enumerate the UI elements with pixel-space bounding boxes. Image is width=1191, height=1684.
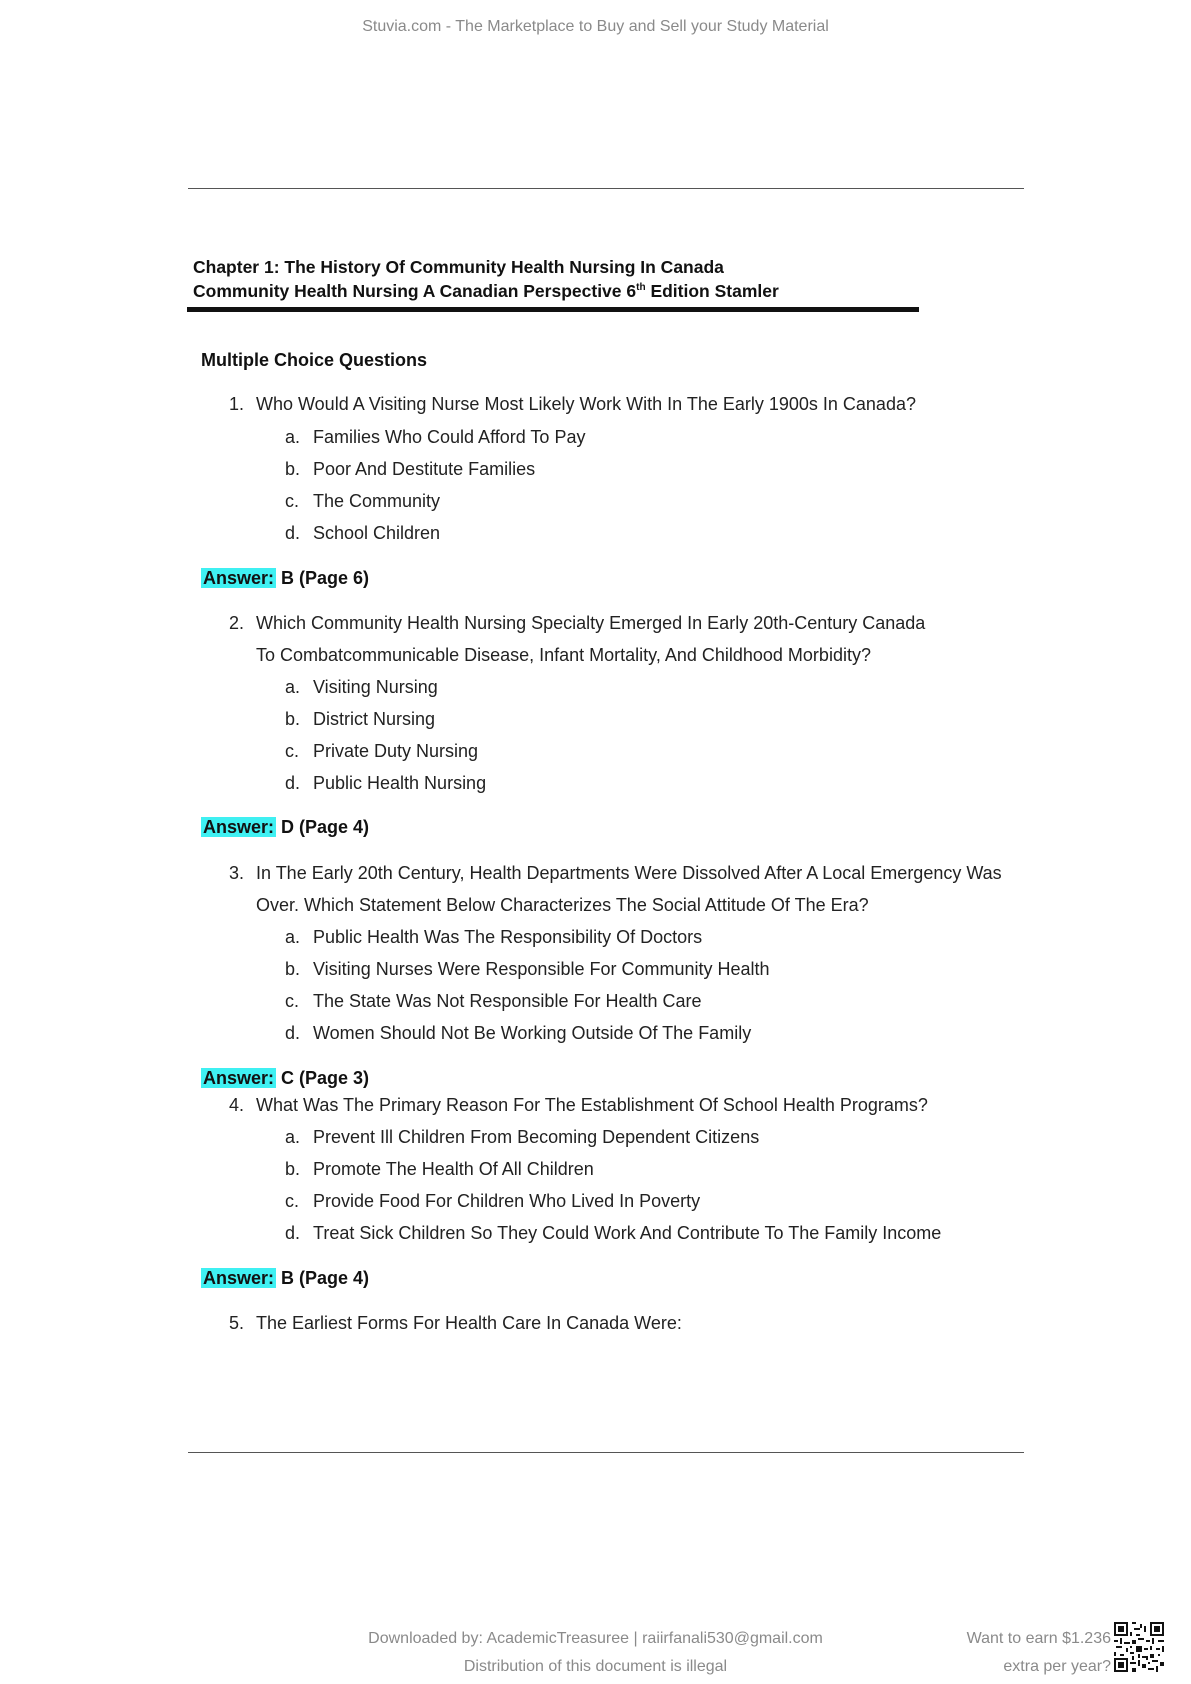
question-number: 4. [229,1095,245,1115]
option-letter: c. [285,1191,300,1211]
option-letter: c. [285,741,300,761]
answer-line [201,817,369,838]
option-text: Public Health Was The Responsibility Of Doctors [313,927,703,947]
question-number: 1. [229,394,245,414]
answer-value: B (Page 4) [276,1268,370,1288]
question-number: 5. [229,1313,245,1333]
answer-value: C (Page 3) [276,1068,370,1088]
question-text: The Earliest Forms For Health Care In Canada Were: [256,1313,682,1333]
option-text: School Children [313,523,441,543]
option-text: District Nursing [313,709,436,729]
question-number: 3. [229,863,245,883]
option-letter: b. [285,709,301,729]
answer-label: Answer: [203,1068,275,1088]
question-text: Over. Which Statement Below Characterizes The Social Attitude Of The Era? [256,895,869,915]
option-text: Poor And Destitute Families [313,459,536,479]
option-text: Public Health Nursing [313,773,487,793]
option-text: Visiting Nursing [313,677,438,697]
option-text: Provide Food For Children Who Lived In Poverty [313,1191,701,1211]
question-text: To Combatcommunicable Disease, Infant Mortality, And Childhood Morbidity? [256,645,871,665]
answer-value: B (Page 6) [276,568,370,588]
distribution-notice: Distribution of this document is illegal [463,1658,728,1675]
answer-line [201,568,369,589]
option-letter: a. [285,677,301,697]
option-letter: d. [285,523,301,543]
option-text: Families Who Could Afford To Pay [313,427,586,447]
answer-label: Answer: [203,568,275,588]
answer-label: Answer: [203,817,275,837]
option-text: Prevent Ill Children From Becoming Dependent Citizens [313,1127,760,1147]
option-letter: d. [285,1023,301,1043]
question-number: 2. [229,613,245,633]
question-text: What Was The Primary Reason For The Establishment Of School Health Programs? [256,1095,928,1115]
downloaded-by-text: Downloaded by: AcademicTreasuree | raiirfanali530@gmail.com [368,1630,823,1647]
option-text: Visiting Nurses Were Responsible For Community Health [313,959,770,979]
option-letter: a. [285,927,301,947]
answer-line [201,1068,369,1089]
option-letter: c. [285,991,300,1011]
answer-label: Answer: [203,1268,275,1288]
answer-value: D (Page 4) [276,817,370,837]
option-text: The State Was Not Responsible For Health Care [313,991,702,1011]
question-text: Who Would A Visiting Nurse Most Likely Work With In The Early 1900s In Canada? [256,394,916,414]
option-letter: b. [285,959,301,979]
header-rule [188,188,1024,189]
option-letter: d. [285,773,301,793]
option-text: Treat Sick Children So They Could Work And Contribute To The Family Income [313,1223,942,1243]
option-letter: a. [285,427,301,447]
title-rule [187,307,919,312]
promo-line-1[interactable]: Want to earn $1.236 [966,1630,1111,1647]
footer-rule [188,1452,1024,1453]
edition-superscript: th [636,282,646,294]
option-letter: a. [285,1127,301,1147]
qr-code-icon[interactable] [1114,1622,1164,1672]
book-title-main: Community Health Nursing A Canadian Perspective 6 [193,281,637,301]
section-heading: Multiple Choice Questions [201,350,428,370]
book-title [193,281,779,302]
promo-line-2[interactable]: extra per year? [1003,1658,1111,1675]
option-letter: c. [285,491,300,511]
book-title-edition: Edition Stamler [645,281,779,301]
chapter-title: Chapter 1: The History Of Community Health Nursing In Canada [193,257,724,277]
option-letter: b. [285,1159,301,1179]
option-text: Promote The Health Of All Children [313,1159,594,1179]
option-text: Women Should Not Be Working Outside Of The Family [313,1023,752,1043]
option-letter: b. [285,459,301,479]
question-text: In The Early 20th Century, Health Departments Were Dissolved After A Local Emergency Was [256,863,1002,883]
answer-line [201,1268,369,1289]
option-letter: d. [285,1223,301,1243]
option-text: Private Duty Nursing [313,741,479,761]
question-text: Which Community Health Nursing Specialty Emerged In Early 20th-Century Canada [256,613,926,633]
option-text: The Community [313,491,441,511]
site-banner: Stuvia.com - The Marketplace to Buy and Sell your Study Material [362,18,829,35]
